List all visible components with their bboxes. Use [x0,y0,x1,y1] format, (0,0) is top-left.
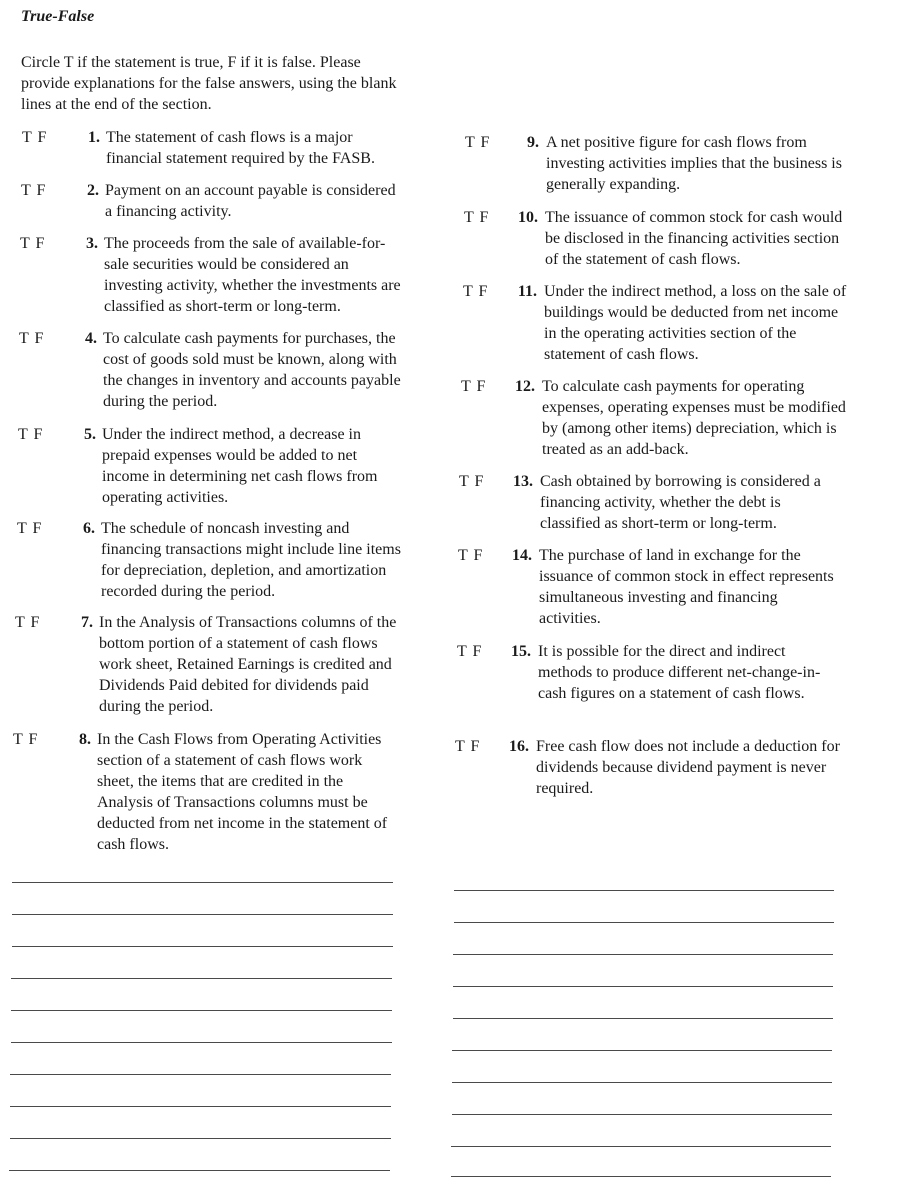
true-false-choice[interactable]: T F [20,235,46,252]
question-number: 2. [87,182,99,199]
question-text: Under the indirect method, a decrease in prepaid expenses would be added to net income in determining net cash flows from operating activities. [102,426,378,506]
answer-line[interactable] [453,1018,833,1019]
answer-line[interactable] [12,946,393,947]
instructions: Circle T if the statement is true, F if it is false. Please provide explanations for the false answers, using the blank lines at the end of the section. [21,54,397,113]
question-text: The statement of cash flows is a major financial statement required by the FASB. [106,129,375,167]
question-text: It is possible for the direct and indirect methods to produce different net-change-in-cash figures on a statement of cash flows. [538,643,821,702]
true-false-choice[interactable]: T F [22,129,48,146]
question-text: Payment on an account payable is considered a financing activity. [105,182,396,220]
question-number: 12. [515,378,535,395]
true-false-choice[interactable]: T F [13,731,39,748]
question-text: The purchase of land in exchange for the issuance of common stock in effect represents simultaneous investing and financing activities. [539,547,834,627]
question-number: 11. [517,283,537,300]
answer-line[interactable] [452,1050,832,1051]
question-text: The issuance of common stock for cash would be disclosed in the financing activities section of the statement of cash flows. [545,209,843,268]
answer-line[interactable] [10,1074,391,1075]
answer-line[interactable] [451,1146,831,1147]
question-number: 5. [84,426,96,443]
answer-line[interactable] [11,978,392,979]
true-false-choice[interactable]: T F [17,520,43,537]
question-text: Under the indirect method, a loss on the sale of buildings would be deducted from net income in the operating activities section of the statement of cash flows. [544,283,847,363]
true-false-choice[interactable]: T F [459,473,485,490]
answer-line[interactable] [11,1010,392,1011]
answer-line[interactable] [9,1170,390,1171]
true-false-choice[interactable]: T F [461,378,487,395]
question-text: The proceeds from the sale of available-for-sale securities would be considered an investing activity, whether the investments are classified as short-term or long-term. [104,235,401,315]
question-text: Free cash flow does not include a deduction for dividends because dividend payment is never required. [536,738,840,797]
question-text: The schedule of noncash investing and financing transactions might include line items for depreciation, depletion, and amortization recorded during the period. [101,520,401,600]
question-number: 15. [511,643,531,660]
question-number: 13. [513,473,533,490]
question-text: To calculate cash payments for operating expenses, operating expenses must be modified by (among other items) depreciation, which is treated as an add-back. [542,378,846,458]
answer-line[interactable] [454,890,834,891]
true-false-choice[interactable]: T F [455,738,481,755]
question-number: 10. [518,209,538,226]
answer-line[interactable] [10,1138,391,1139]
question-number: 14. [512,547,532,564]
true-false-choice[interactable]: T F [464,209,490,226]
question-text: In the Cash Flows from Operating Activities section of a statement of cash flows work sheet, the items that are credited in the Analysis of Transactions columns must be deducted from net income in the statement of cash flows. [97,731,388,853]
question-number: 6. [83,520,95,537]
true-false-choice[interactable]: T F [457,643,483,660]
question-text: In the Analysis of Transactions columns of the bottom portion of a statement of cash flows work sheet, Retained Earnings is credited and Dividends Paid debited for dividends paid during the period. [99,614,397,715]
question-number: 3. [86,235,98,252]
answer-line[interactable] [453,954,833,955]
true-false-choice[interactable]: T F [463,283,489,300]
true-false-choice[interactable]: T F [15,614,41,631]
question-text: A net positive figure for cash flows from investing activities implies that the business is generally expanding. [546,134,842,193]
question-number: 1. [88,129,100,146]
question-number: 7. [81,614,93,631]
question-text: To calculate cash payments for purchases, the cost of goods sold must be known, along with the changes in inventory and accounts payable during the period. [103,330,401,410]
answer-line[interactable] [11,1042,392,1043]
question-text: Cash obtained by borrowing is considered a financing activity, whether the debt is classified as short-term or long-term. [540,473,821,532]
true-false-choice[interactable]: T F [465,134,491,151]
answer-line[interactable] [10,1106,391,1107]
answer-line[interactable] [12,882,393,883]
answer-line[interactable] [453,986,833,987]
answer-line[interactable] [451,1176,831,1177]
true-false-choice[interactable]: T F [458,547,484,564]
answer-line[interactable] [452,1114,832,1115]
true-false-choice[interactable]: T F [21,182,47,199]
answer-line[interactable] [452,1082,832,1083]
question-number: 8. [79,731,91,748]
question-number: 4. [85,330,97,347]
question-number: 16. [509,738,529,755]
true-false-choice[interactable]: T F [18,426,44,443]
answer-line[interactable] [12,914,393,915]
question-number: 9. [527,134,539,151]
answer-line[interactable] [454,922,834,923]
section-title: True-False [21,8,95,25]
true-false-choice[interactable]: T F [19,330,45,347]
